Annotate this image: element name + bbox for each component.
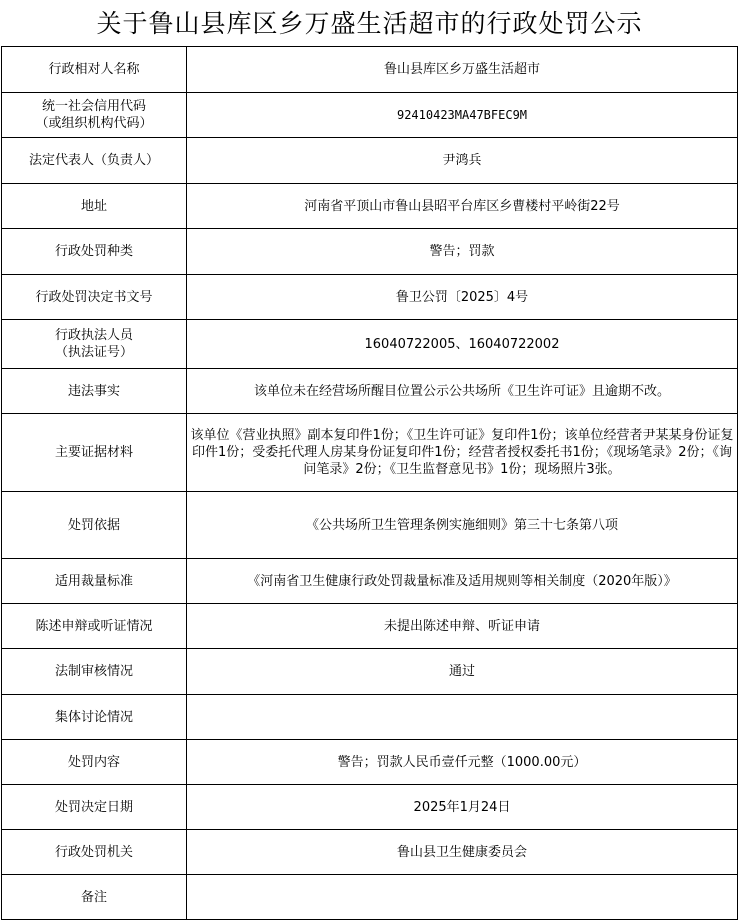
label-legal-review: 法制审核情况 [2, 649, 187, 695]
table-row-legal-representative [2, 138, 738, 184]
value-discretion-standard: 《河南省卫生健康行政处罚裁量标准及适用规则等相关制度（2020年版）》 [187, 559, 738, 604]
page-title: 关于鲁山县库区乡万盛生活超市的行政处罚公示 [96, 9, 643, 38]
value-collective-discussion [187, 695, 738, 740]
value-enforcement-officers: 16040722005、16040722002 [187, 320, 738, 369]
label-collective-discussion: 集体讨论情况 [2, 695, 187, 740]
value-address: 河南省平顶山市鲁山县昭平台库区乡曹楼村平岭街22号 [187, 184, 738, 229]
label-discretion-standard: 适用裁量标准 [2, 559, 187, 604]
value-evidence: 该单位《营业执照》副本复印件1份；《卫生许可证》复印件1份；该单位经营者尹某某身份证复印件1份；受委托代理人房某身份证复印件1份；经营者授权委托书1份；《现场笔录》2份；《询问笔录》2份；《卫生监督意见书》1份；现场照片3张。 [187, 414, 738, 492]
label-penalty-content: 处罚内容 [2, 740, 187, 785]
label-credit-code: 统一社会信用代码 （或组织机构代码） [2, 93, 187, 138]
label-illegal-facts: 违法事实 [2, 369, 187, 414]
value-remarks [187, 875, 738, 920]
penalty-info-table [1, 46, 738, 920]
value-penalty-type: 警告；罚款 [187, 229, 738, 275]
table-row-penalty-type [2, 229, 738, 275]
value-penalty-authority: 鲁山县卫生健康委员会 [187, 830, 738, 875]
table-row-decision-number [2, 275, 738, 320]
label-address: 地址 [2, 184, 187, 229]
table-row-penalty-content [2, 740, 738, 785]
value-illegal-facts: 该单位未在经营场所醒目位置公示公共场所《卫生许可证》且逾期不改。 [187, 369, 738, 414]
value-legal-basis: 《公共场所卫生管理条例实施细则》第三十七条第八项 [187, 492, 738, 559]
value-legal-review: 通过 [187, 649, 738, 695]
value-decision-number: 鲁卫公罚〔2025〕4号 [187, 275, 738, 320]
value-penalty-content: 警告；罚款人民币壹仟元整（1000.00元） [187, 740, 738, 785]
table-row-legal-review [2, 649, 738, 695]
label-penalty-type: 行政处罚种类 [2, 229, 187, 275]
label-decision-date: 处罚决定日期 [2, 785, 187, 830]
label-legal-representative: 法定代表人（负责人） [2, 138, 187, 184]
table-row-decision-date [2, 785, 738, 830]
value-legal-representative: 尹鸿兵 [187, 138, 738, 184]
table-row-discretion-standard [2, 559, 738, 604]
label-enforcement-officers: 行政执法人员 （执法证号） [2, 320, 187, 369]
table-row-address [2, 184, 738, 229]
label-evidence: 主要证据材料 [2, 414, 187, 492]
table-row-legal-basis [2, 492, 738, 559]
label-party-name: 行政相对人名称 [2, 47, 187, 93]
table-row-party-name [2, 47, 738, 93]
table-row-penalty-authority [2, 830, 738, 875]
table-row-evidence [2, 414, 738, 492]
label-statement-hearing: 陈述申辩或听证情况 [2, 604, 187, 649]
table-row-collective-discussion [2, 695, 738, 740]
value-credit-code: 92410423MA47BFEC9M [187, 93, 738, 138]
table-row-statement-hearing [2, 604, 738, 649]
label-decision-number: 行政处罚决定书文号 [2, 275, 187, 320]
value-party-name: 鲁山县库区乡万盛生活超市 [187, 47, 738, 93]
label-remarks: 备注 [2, 875, 187, 920]
value-decision-date: 2025年1月24日 [187, 785, 738, 830]
label-penalty-authority: 行政处罚机关 [2, 830, 187, 875]
label-legal-basis: 处罚依据 [2, 492, 187, 559]
table-row-credit-code [2, 93, 738, 138]
table-row-remarks [2, 875, 738, 920]
table-row-enforcement-officers [2, 320, 738, 369]
table-row-illegal-facts [2, 369, 738, 414]
value-statement-hearing: 未提出陈述申辩、听证申请 [187, 604, 738, 649]
